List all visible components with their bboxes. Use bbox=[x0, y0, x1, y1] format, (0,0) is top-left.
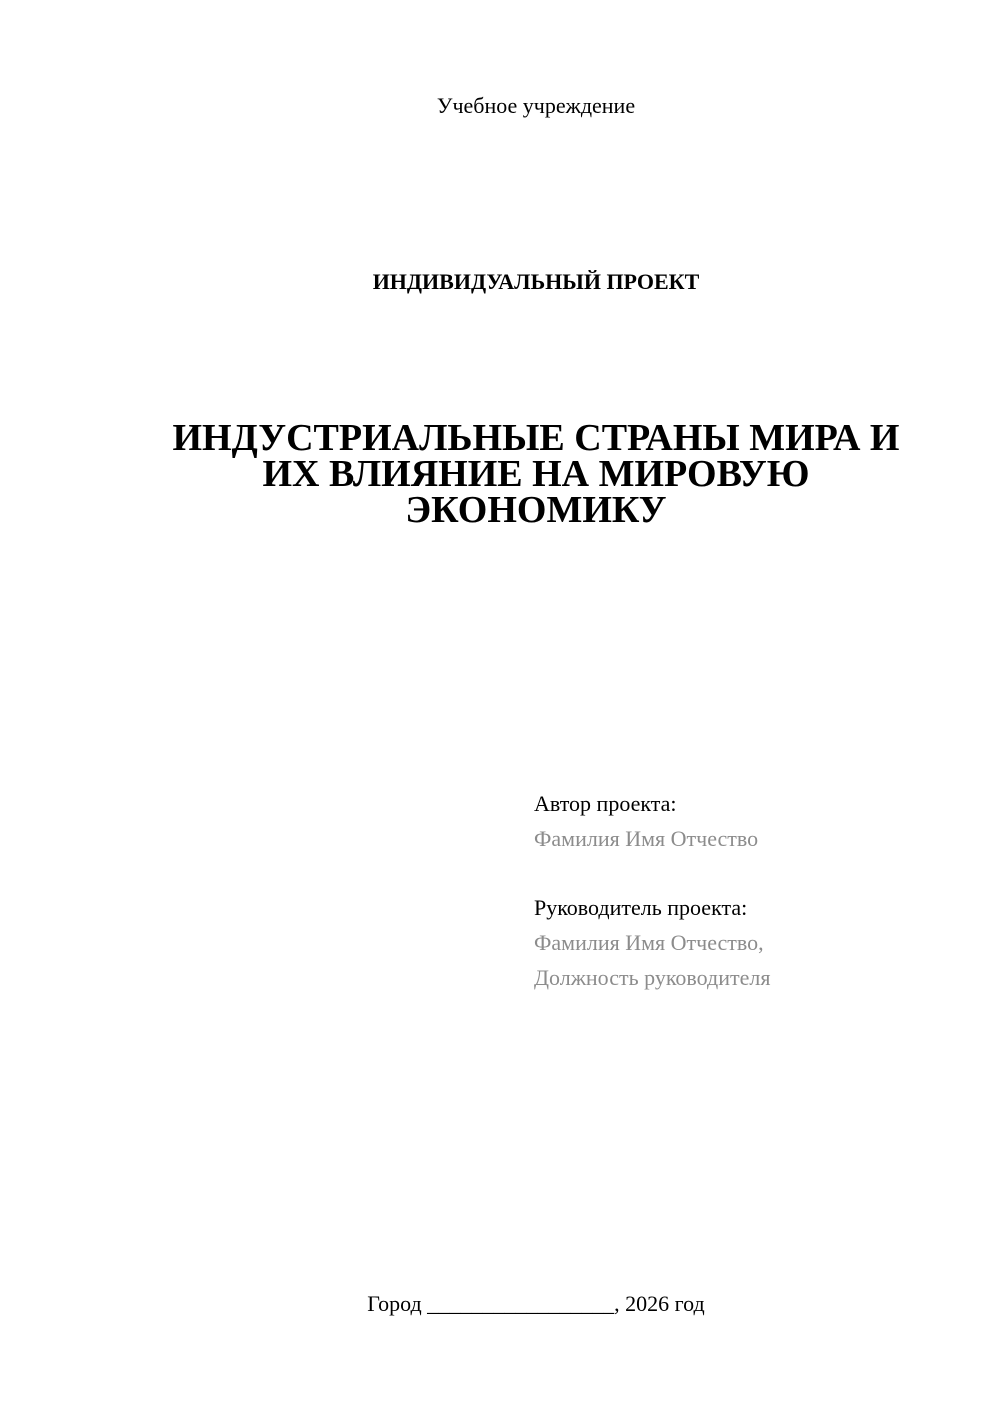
project-people bbox=[534, 786, 974, 995]
document-type: ИНДИВИДУАЛЬНЫЙ ПРОЕКТ bbox=[372, 269, 700, 294]
title-line-3: ЭКОНОМИКУ bbox=[405, 489, 667, 531]
institution-name: Учебное учреждение bbox=[436, 93, 636, 118]
title-line-1: ИНДУСТРИАЛЬНЫЕ СТРАНЫ МИРА И bbox=[172, 417, 900, 459]
spacer bbox=[534, 856, 974, 890]
city-year-line: Город _________________, 2026 год bbox=[367, 1291, 705, 1316]
supervisor-position-placeholder: Должность руководителя bbox=[534, 965, 771, 990]
title-line-2: ИХ ВЛИЯНИЕ НА МИРОВУЮ bbox=[262, 453, 810, 495]
supervisor-name-placeholder: Фамилия Имя Отчество, bbox=[534, 930, 764, 955]
author-name-placeholder: Фамилия Имя Отчество bbox=[534, 826, 759, 851]
document-title bbox=[140, 417, 932, 531]
supervisor-label: Руководитель проекта: bbox=[534, 895, 748, 920]
author-label: Автор проекта: bbox=[534, 791, 677, 816]
